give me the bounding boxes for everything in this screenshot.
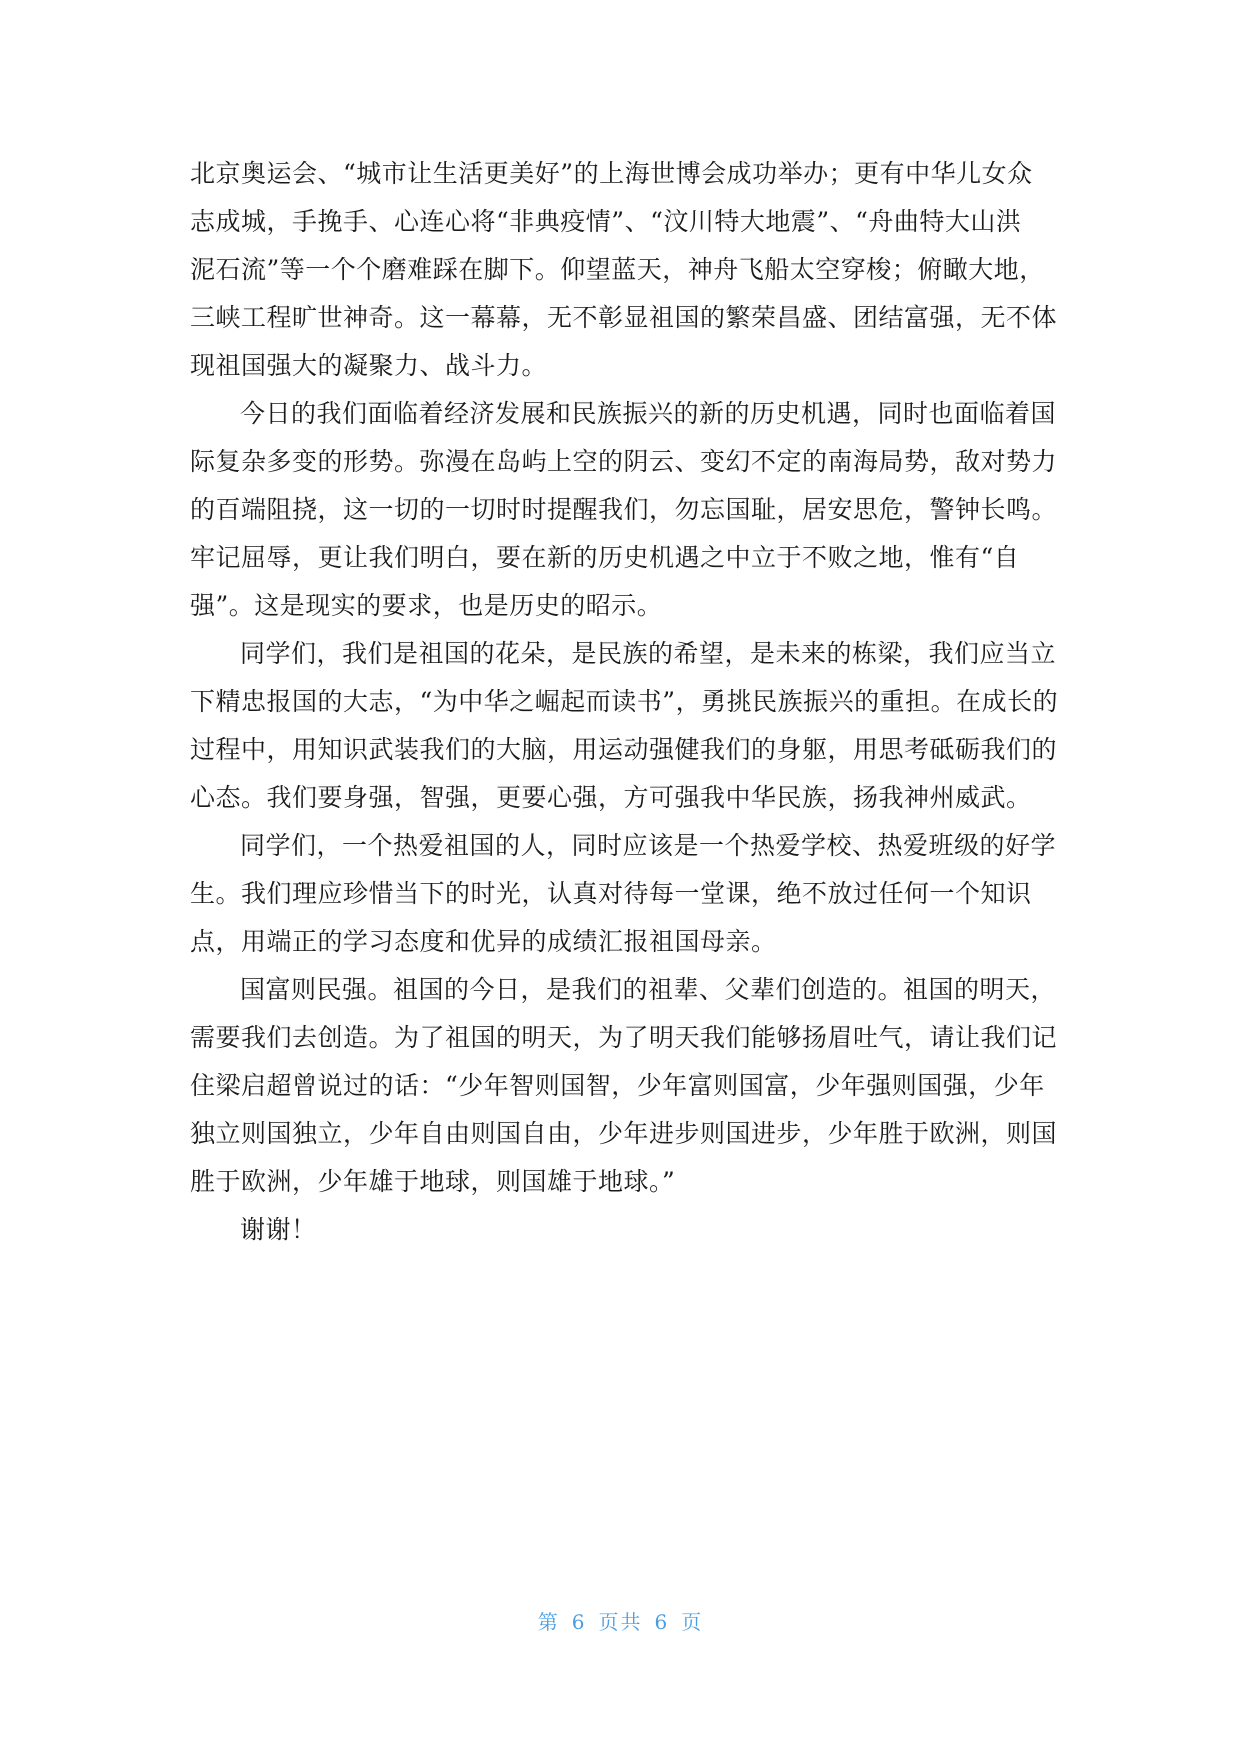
paragraph-closing xyxy=(190,1206,1060,1254)
paragraph-4 xyxy=(190,822,1060,966)
document-body xyxy=(190,150,1060,1254)
text-line: 点，用端正的学习态度和优异的成绩汇报祖国母亲。 xyxy=(190,927,777,956)
text-line: 国富则民强。祖国的今日，是我们的祖辈、父辈们创造的。祖国的明天， xyxy=(240,975,1057,1004)
paragraph-1 xyxy=(190,150,1060,390)
text-line: 现祖国强大的凝聚力、战斗力。 xyxy=(190,351,548,380)
text-line: 胜于欧洲，少年雄于地球，则国雄于地球。” xyxy=(190,1167,676,1196)
text-line: 同学们，我们是祖国的花朵，是民族的希望，是未来的栋梁，我们应当立 xyxy=(240,639,1057,668)
text-line: 的百端阻挠，这一切的一切时时提醒我们，勿忘国耻，居安思危，警钟长鸣。 xyxy=(190,495,1058,524)
current-page-number: 6 xyxy=(571,1610,587,1634)
text-line: 三峡工程旷世神奇。这一幕幕，无不彰显祖国的繁荣昌盛、团结富强，无不体 xyxy=(190,303,1058,332)
text-line: 谢谢！ xyxy=(240,1215,317,1244)
text-line: 际复杂多变的形势。弥漫在岛屿上空的阴云、变幻不定的南海局势，敌对势力 xyxy=(190,447,1058,476)
footer-suffix: 页 xyxy=(681,1610,704,1634)
footer-middle: 页共 xyxy=(598,1610,643,1634)
text-line: 今日的我们面临着经济发展和民族振兴的新的历史机遇，同时也面临着国 xyxy=(240,399,1057,428)
text-line: 同学们，一个热爱祖国的人，同时应该是一个热爱学校、热爱班级的好学 xyxy=(240,831,1057,860)
text-line: 住梁启超曾说过的话：“少年智则国智，少年富则国富，少年强则国强，少年 xyxy=(190,1071,1045,1100)
page-footer xyxy=(0,1608,1241,1636)
text-line: 过程中，用知识武装我们的大脑，用运动强健我们的身躯，用思考砥砺我们的 xyxy=(190,735,1058,764)
total-pages-number: 6 xyxy=(654,1610,670,1634)
text-line: 北京奥运会、“城市让生活更美好”的上海世博会成功举办；更有中华儿女众 xyxy=(190,159,1033,188)
text-line: 心态。我们要身强，智强，更要心强，方可强我中华民族，扬我神州威武。 xyxy=(190,783,1032,812)
text-line: 需要我们去创造。为了祖国的明天，为了明天我们能够扬眉吐气，请让我们记 xyxy=(190,1023,1058,1052)
text-line: 强”。这是现实的要求，也是历史的昭示。 xyxy=(190,591,663,620)
text-line: 牢记屈辱，更让我们明白，要在新的历史机遇之中立于不败之地，惟有“自 xyxy=(190,543,1020,572)
text-line: 生。我们理应珍惜当下的时光，认真对待每一堂课，绝不放过任何一个知识 xyxy=(190,879,1032,908)
footer-prefix: 第 xyxy=(537,1610,560,1634)
text-line: 志成城，手挽手、心连心将“非典疫情”、“汶川特大地震”、“舟曲特大山洪 xyxy=(190,207,1022,236)
paragraph-3 xyxy=(190,630,1060,822)
text-line: 独立则国独立，少年自由则国自由，少年进步则国进步，少年胜于欧洲，则国 xyxy=(190,1119,1058,1148)
text-line: 下精忠报国的大志，“为中华之崛起而读书”，勇挑民族振兴的重担。在成长的 xyxy=(190,687,1059,716)
paragraph-5 xyxy=(190,966,1060,1206)
text-line: 泥石流”等一个个磨难踩在脚下。仰望蓝天，神舟飞船太空穿梭；俯瞰大地， xyxy=(190,255,1045,284)
paragraph-2 xyxy=(190,390,1060,630)
